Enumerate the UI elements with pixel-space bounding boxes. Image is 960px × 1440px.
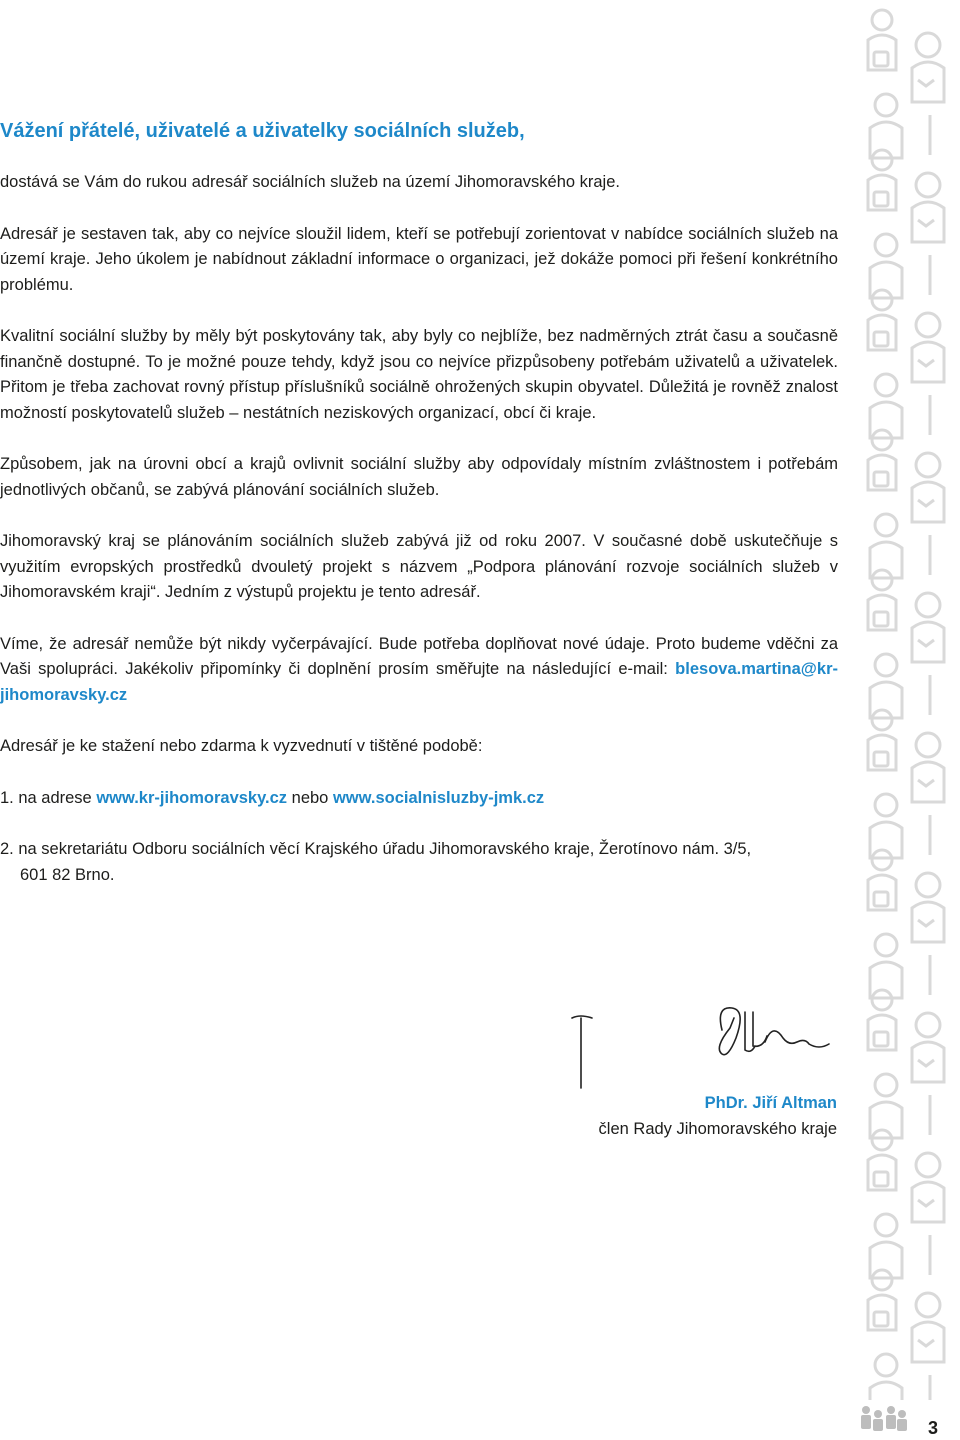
people-logo-icon (858, 1404, 908, 1438)
list-item-office (0, 837, 838, 888)
website-link-kraj[interactable]: www.kr-jihomoravsky.cz (96, 788, 288, 807)
paragraph-purpose: Adresář je sestaven tak, aby co nejvíce sloužil lidem, kteří se potřebují zorientovat v nabídce sociálních služeb na území kraje. Jeho úkolem je nabídnout základní informace o organizaci, jež dokáže pomoci při řešení konkrétního problému. (0, 224, 838, 294)
paragraph-availability: Adresář je ke stažení nebo zdarma k vyzvednutí v tištěné podobě: (0, 737, 483, 755)
signer-name: PhDr. Jiří Altman (704, 1094, 837, 1112)
letter-heading: Vážení přátelé, uživatelé a uživatelky sociálních služeb, (0, 120, 525, 142)
feedback-text: Víme, že adresář nemůže být nikdy vyčerpávající. Bude potřeba doplňovat nové údaje. Proto budeme vděčni za Vaši spolupráci. Jakékoliv připomínky či doplnění prosím směřujte na následující e-mail: (0, 634, 838, 678)
paragraph-project: Jihomoravský kraj se plánováním sociálních služeb zabývá již od roku 2007. V současné době uskutečňuje s využitím evropských prostředků dvouletý projekt s názvem „Podpora plánování rozvoje sociálních služeb v Jihomoravském kraji“. Jedním z výstupů projektu je tento adresář. (0, 532, 838, 601)
office-address-line2: 601 82 Brno. (20, 865, 115, 884)
list-item-web-between: nebo (291, 788, 329, 807)
signer-role: člen Rady Jihomoravského kraje (598, 1120, 837, 1138)
office-address-line1: 2. na sekretariátu Odboru sociálních věcí Krajského úřadu Jihomoravského kraje, Žerotínovo nám. 3/5, (0, 840, 752, 858)
website-link-socialnisluzby[interactable]: www.socialnisluzby-jmk.cz (332, 788, 545, 807)
paragraph-intro: dostává se Vám do rukou adresář sociálních služeb na území Jihomoravského kraje. (0, 173, 620, 191)
list-item-web (0, 786, 838, 812)
page-number: 3 (928, 1418, 939, 1438)
paragraph-planning: Způsobem, jak na úrovni obcí a krajů ovlivnit sociální služby aby odpovídaly místním zvláštnostem i potřebám jednotlivých občanů, se zabývá plánování sociálních služeb. (0, 455, 838, 499)
handwritten-signature (567, 1000, 837, 1090)
email-link[interactable]: blesova.martina@kr-jihomoravsky.cz (0, 660, 838, 704)
letter-body (0, 118, 838, 914)
decorative-figures-pattern (860, 0, 960, 1400)
paragraph-feedback (0, 632, 838, 709)
list-item-web-prefix: 1. na adrese (0, 788, 92, 807)
paragraph-quality: Kvalitní sociální služby by měly být poskytovány tak, aby byly co nejblíže, bez nadměrných ztrát času a současně finančně dostupné. To je možné pouze tehdy, když jsou co nejvíce přizpůsobeny potřebám uživatelů a uživatelek. Přitom je třeba zachovat rovný přístup příslušníků sociálně ohrožených skupin obyvatel. Důležitá je rovněž znalost možností poskytovatelů služeb – nestátních neziskových organizací, obcí či kraje. (0, 327, 838, 422)
